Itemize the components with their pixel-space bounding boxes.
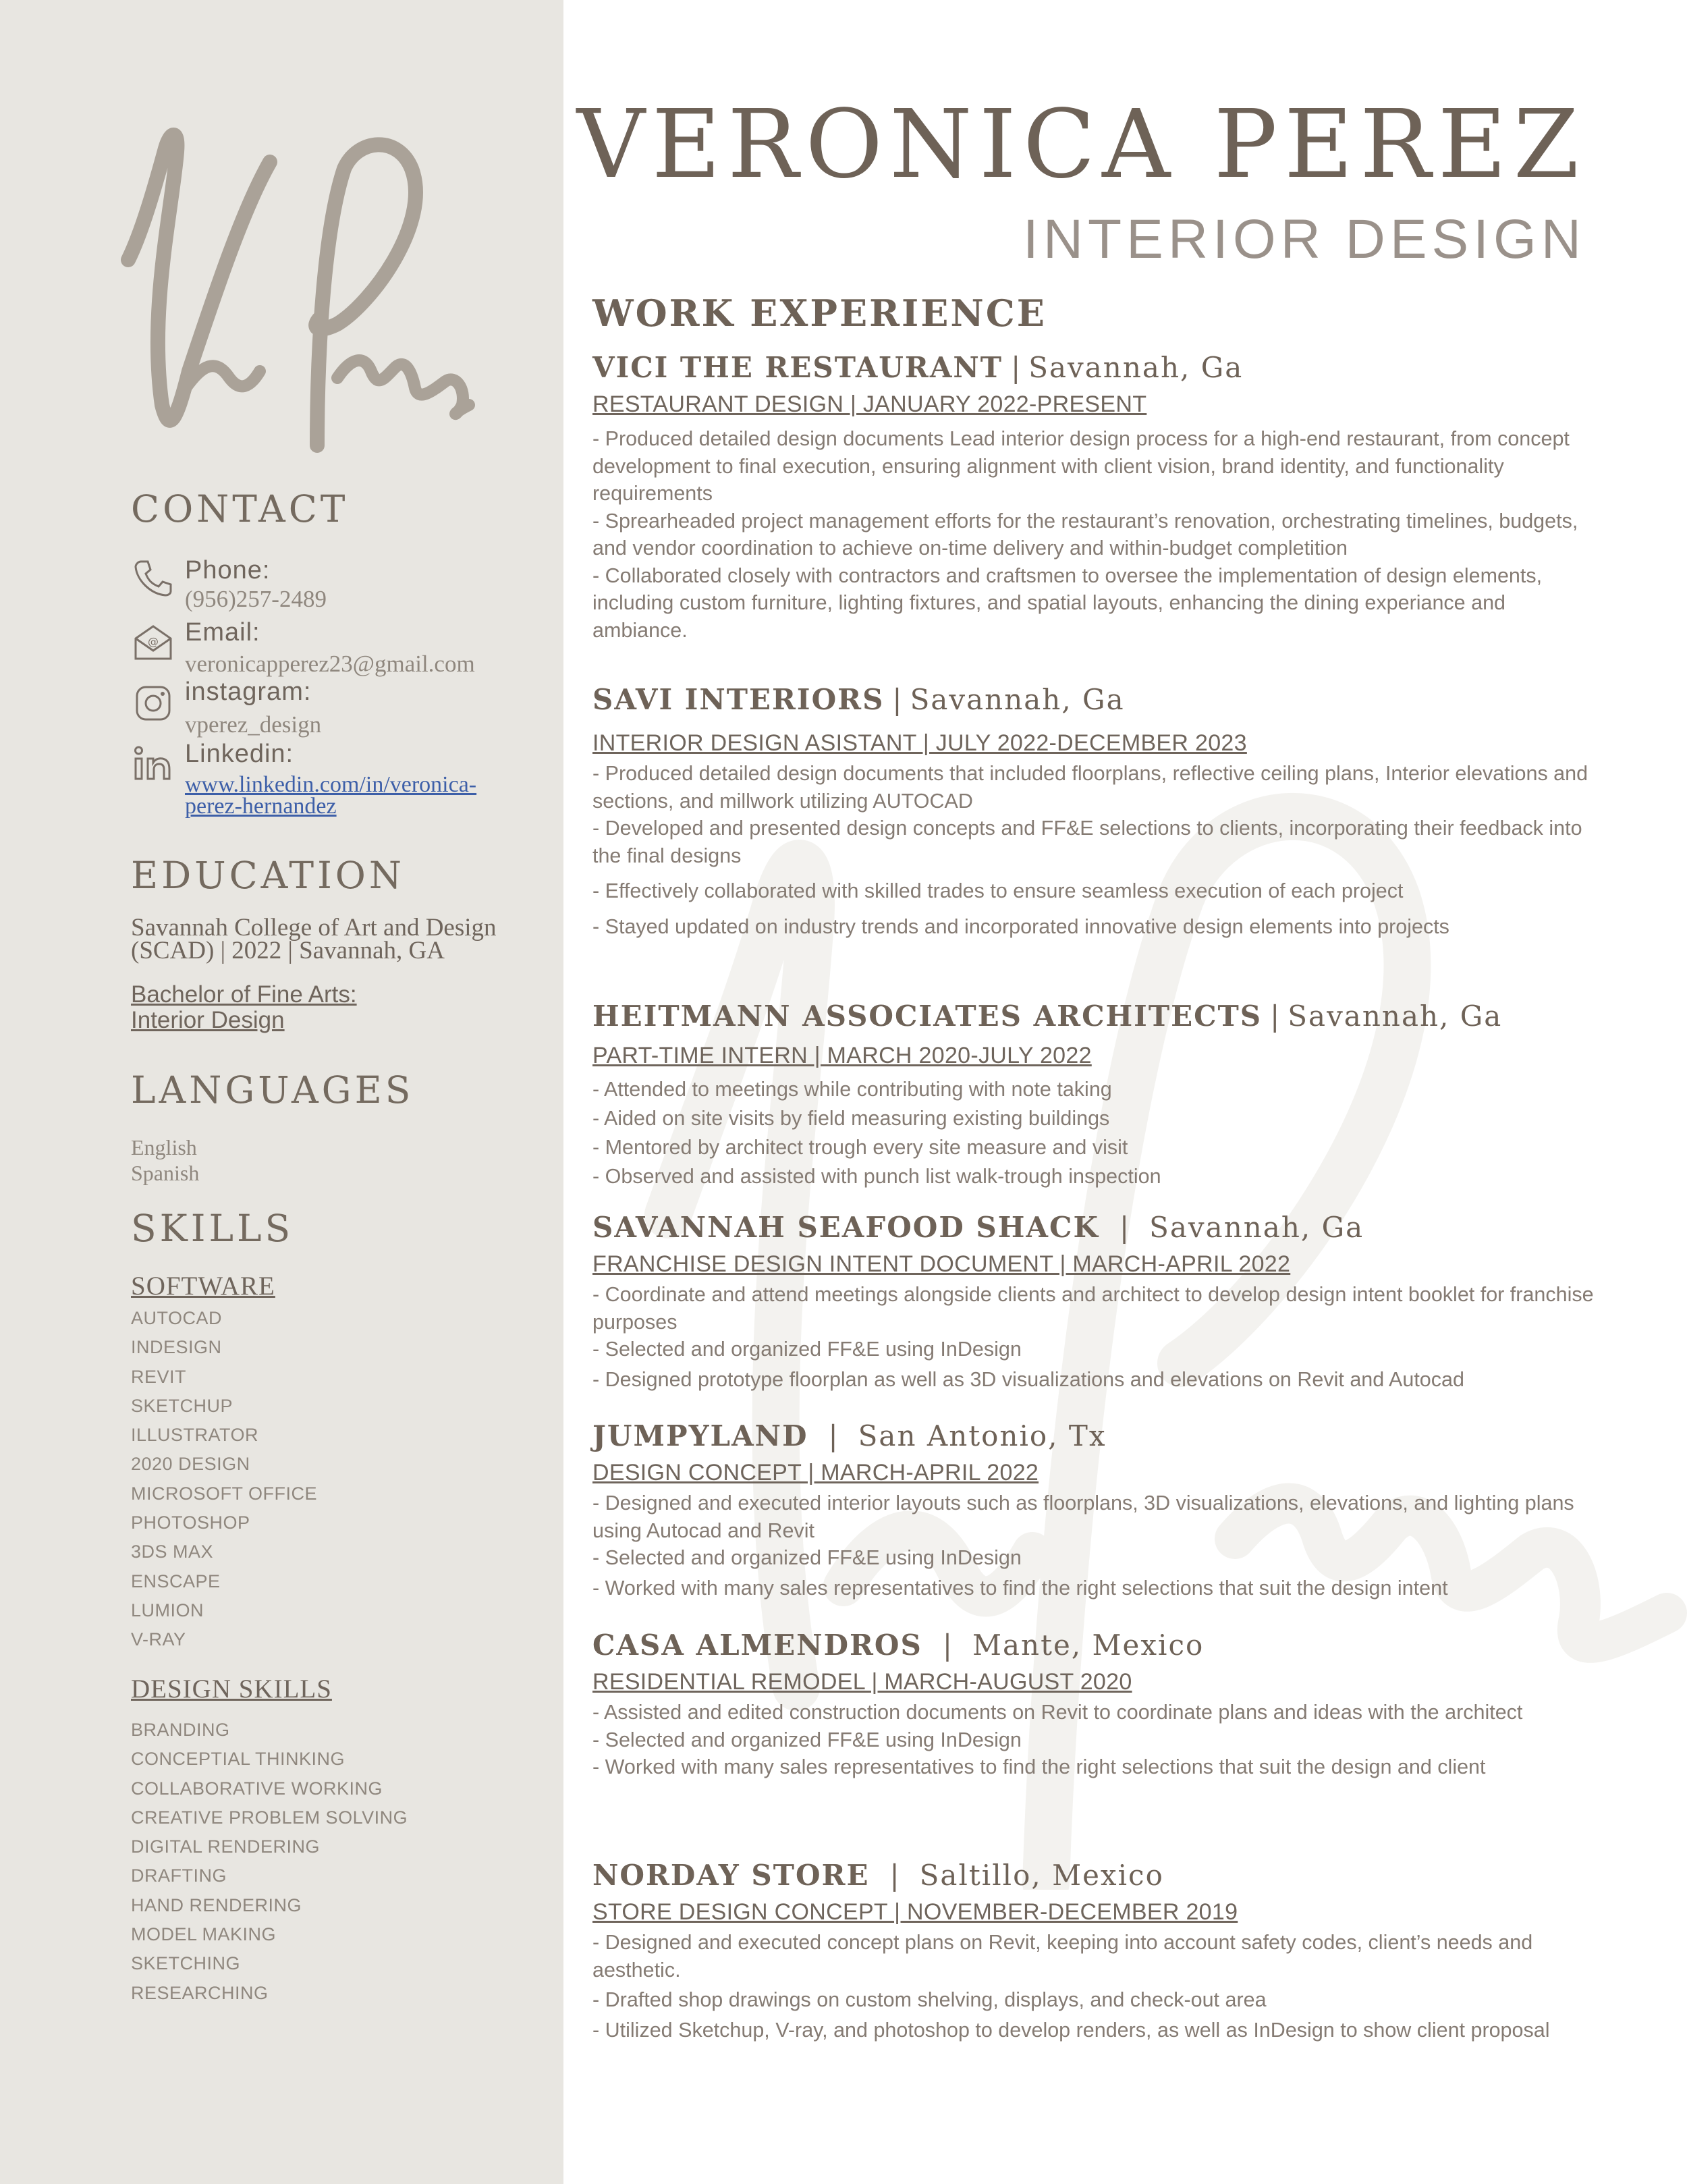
work-experience-heading: WORK EXPERIENCE (592, 292, 1047, 335)
job-company: HEITMANN ASSOCIATES ARCHITECTS (592, 1000, 1263, 1033)
software-list (131, 1304, 317, 1655)
job-bullet: - Selected and organized FF&E using InDesign (592, 1546, 1022, 1569)
design-skill-item: RESEARCHING (131, 1982, 269, 2003)
job-bullet: - Worked with many sales representatives to find the right selections that suit the design intent (592, 1576, 1448, 1600)
job-location: Mante, Mexico (972, 1629, 1205, 1662)
job-bullets (592, 1929, 1598, 2044)
job-role: INTERIOR DESIGN ASISTANT | JULY 2022-DECEMBER 2023 (592, 730, 1247, 756)
job-bullet: - Developed and presented design concepts and FF&E selections to clients, incorporating their feedback into the final designs (592, 817, 1582, 867)
job-bullet: - Selected and organized FF&E using InDesign (592, 1338, 1022, 1361)
separator: | (942, 1629, 952, 1662)
job-entry (592, 348, 1598, 644)
job-header (592, 1626, 1598, 1665)
instagram-icon (132, 682, 175, 725)
design-skill-item: BRANDING (131, 1720, 230, 1740)
email-label: Email: (185, 618, 260, 647)
job-entry (592, 1856, 1598, 2044)
separator: | (889, 1859, 900, 1892)
education-school-line1: Savannah College of Art and Design (131, 914, 497, 941)
job-company: NORDAY STORE (592, 1859, 870, 1892)
job-location: Saltillo, Mexico (919, 1859, 1164, 1892)
software-item: LUMION (131, 1600, 204, 1620)
design-skill-item: MODEL MAKING (131, 1924, 277, 1945)
candidate-title: INTERIOR DESIGN (1023, 209, 1586, 270)
software-item: ILLUSTRATOR (131, 1425, 259, 1446)
job-header (592, 1417, 1598, 1456)
contact-heading: CONTACT (131, 487, 349, 530)
job-header (592, 680, 1598, 719)
job-entry (592, 680, 1598, 940)
phone-icon (132, 556, 175, 599)
design-skills-heading: DESIGN SKILLS (131, 1674, 332, 1703)
education-heading: EDUCATION (131, 854, 406, 897)
job-bullets (592, 425, 1598, 644)
job-role: RESIDENTIAL REMODEL | MARCH-AUGUST 2020 (592, 1669, 1132, 1695)
job-bullet: - Assisted and edited construction documents on Revit to coordinate plans and ideas with the architect (592, 1701, 1523, 1724)
candidate-name: VERONICA PEREZ (576, 90, 1586, 200)
job-location: San Antonio, Tx (858, 1419, 1107, 1452)
email-value[interactable]: veronicapperez23@gmail.com (185, 651, 475, 677)
software-item: 2020 DESIGN (131, 1454, 250, 1475)
job-company: SAVI INTERIORS (592, 683, 885, 716)
software-heading: SOFTWARE (131, 1272, 275, 1301)
job-location: Savannah, Ga (1288, 1000, 1503, 1033)
job-bullets (592, 1281, 1598, 1393)
linkedin-icon (132, 742, 175, 786)
job-location: Savannah, Ga (1149, 1211, 1364, 1244)
job-bullet: - Effectively collaborated with skilled trades to ensure seamless execution of each project (592, 879, 1404, 902)
design-skill-item: CREATIVE PROBLEM SOLVING (131, 1807, 408, 1828)
job-entry (592, 1417, 1598, 1602)
language-item: English (131, 1135, 197, 1159)
design-skill-item: CONCEPTIAL THINKING (131, 1749, 345, 1770)
education-school-line2: (SCAD) | 2022 | Savannah, GA (131, 937, 445, 964)
phone-value[interactable]: (956)257-2489 (185, 586, 327, 612)
job-role: PART-TIME INTERN | MARCH 2020-JULY 2022 (592, 1043, 1092, 1068)
job-header (592, 1856, 1598, 1895)
separator: | (1119, 1211, 1130, 1244)
job-bullets (592, 760, 1598, 940)
software-item: MICROSOFT OFFICE (131, 1483, 317, 1504)
job-header (592, 1208, 1598, 1247)
design-skill-item: DIGITAL RENDERING (131, 1836, 321, 1857)
separator: | (892, 683, 902, 716)
job-company: SAVANNAH SEAFOOD SHACK (592, 1211, 1099, 1244)
job-bullet: - Aided on site visits by field measuring existing buildings (592, 1107, 1110, 1130)
job-bullet: - Selected and organized FF&E using InDesign (592, 1728, 1022, 1751)
design-skill-item: DRAFTING (131, 1865, 227, 1886)
monogram-logo (115, 121, 499, 472)
email-icon (132, 621, 175, 664)
education-school (131, 914, 549, 964)
software-item: REVIT (131, 1366, 187, 1387)
job-bullet: - Collaborated closely with contractors and craftsmen to oversee the implementation of design elements, including custom furniture, lighting fixtures, and spatial layouts, enhancing the dining experiance and ambiance. (592, 564, 1543, 642)
design-skill-item: SKETCHING (131, 1953, 241, 1974)
languages-heading: LANGUAGES (131, 1068, 414, 1112)
skills-heading: SKILLS (131, 1207, 294, 1250)
design-skills-list (131, 1716, 408, 2008)
job-bullet: - Stayed updated on industry trends and incorporated innovative design elements into projects (592, 914, 1449, 938)
instagram-value[interactable]: vperez_design (185, 711, 322, 738)
education-degree-line2: Interior Design (131, 1007, 285, 1033)
svg-text:@: @ (148, 635, 159, 648)
linkedin-label: Linkedin: (185, 740, 294, 768)
design-skill-item: COLLABORATIVE WORKING (131, 1778, 383, 1799)
software-item: INDESIGN (131, 1337, 222, 1358)
job-entry (592, 1208, 1598, 1393)
job-role: DESIGN CONCEPT | MARCH-APRIL 2022 (592, 1460, 1039, 1485)
separator: | (828, 1419, 838, 1452)
sidebar (0, 0, 563, 2184)
software-item: PHOTOSHOP (131, 1512, 250, 1533)
job-role: RESTAURANT DESIGN | JANUARY 2022-PRESENT (592, 391, 1147, 417)
instagram-label: instagram: (185, 678, 312, 706)
job-header (592, 997, 1598, 1036)
job-bullets (592, 1490, 1598, 1602)
job-bullet: - Coordinate and attend meetings alongside clients and architect to develop design intent booklet for franchise purposes (592, 1283, 1594, 1334)
separator: | (1011, 351, 1021, 384)
job-bullet: - Observed and assisted with punch list walk-trough inspection (592, 1165, 1161, 1188)
job-company: JUMPYLAND (592, 1419, 808, 1452)
job-bullet: - Worked with many sales representatives to find the right selections that suit the design and client (592, 1755, 1486, 1778)
job-bullet: - Produced detailed design documents that included floorplans, reflective ceiling plans, Interior elevations and sections, and millwork utilizing AUTOCAD (592, 762, 1588, 813)
job-bullet: - Designed and executed interior layouts such as floorplans, 3D visualizations, elevations, and lighting plans using Autocad and Revit (592, 1492, 1574, 1542)
job-bullets (592, 1699, 1598, 1781)
software-item: V-RAY (131, 1629, 186, 1650)
software-item: AUTOCAD (131, 1308, 223, 1328)
job-role: STORE DESIGN CONCEPT | NOVEMBER-DECEMBER 2019 (592, 1899, 1238, 1925)
job-bullets (592, 1075, 1598, 1191)
education-degree (131, 982, 468, 1033)
job-company: CASA ALMENDROS (592, 1629, 922, 1662)
linkedin-link-line2[interactable]: perez-hernandez (185, 794, 337, 819)
job-location: Savannah, Ga (910, 683, 1125, 716)
education-degree-line1: Bachelor of Fine Arts: (131, 981, 357, 1008)
job-bullet: - Mentored by architect trough every site measure and visit (592, 1136, 1128, 1159)
software-item: SKETCHUP (131, 1395, 233, 1416)
job-location: Savannah, Ga (1028, 351, 1244, 384)
job-entry (592, 997, 1598, 1191)
language-item: Spanish (131, 1161, 200, 1185)
phone-label: Phone: (185, 556, 271, 584)
linkedin-link-line1[interactable]: www.linkedin.com/in/veronica- (185, 772, 477, 797)
job-bullet: - Sprearheaded project management efforts for the restaurant’s renovation, orchestrating timelines, budgets, and vendor coordination to achieve on-time delivery and within-budget completition (592, 509, 1578, 559)
separator: | (1270, 1000, 1280, 1033)
job-bullet: - Designed and executed concept plans on Revit, keeping into account safety codes, client’s needs and aesthetic. (592, 1931, 1533, 1982)
software-item: ENSCAPE (131, 1571, 221, 1591)
job-bullet: - Attended to meetings while contributing with note taking (592, 1078, 1112, 1101)
job-entry (592, 1626, 1598, 1781)
job-role: FRANCHISE DESIGN INTENT DOCUMENT | MARCH-APRIL 2022 (592, 1251, 1291, 1277)
job-bullet: - Utilized Sketchup, V-ray, and photoshop to develop renders, as well as InDesign to show client proposal (592, 2018, 1550, 2042)
job-header (592, 348, 1598, 387)
job-bullet: - Designed prototype floorplan as well as 3D visualizations and elevations on Revit and Autocad (592, 1367, 1464, 1391)
job-bullet: - Produced detailed design documents Lead interior design process for a high-end restaurant, from concept development to final execution, ensuring alignment with client vision, brand identity, and functionality requirements (592, 427, 1570, 505)
design-skill-item: HAND RENDERING (131, 1894, 302, 1915)
job-company: VICI THE RESTAURANT (592, 351, 1003, 384)
software-item: 3DS MAX (131, 1541, 214, 1562)
job-bullet: - Drafted shop drawings on custom shelving, displays, and check-out area (592, 1988, 1267, 2011)
